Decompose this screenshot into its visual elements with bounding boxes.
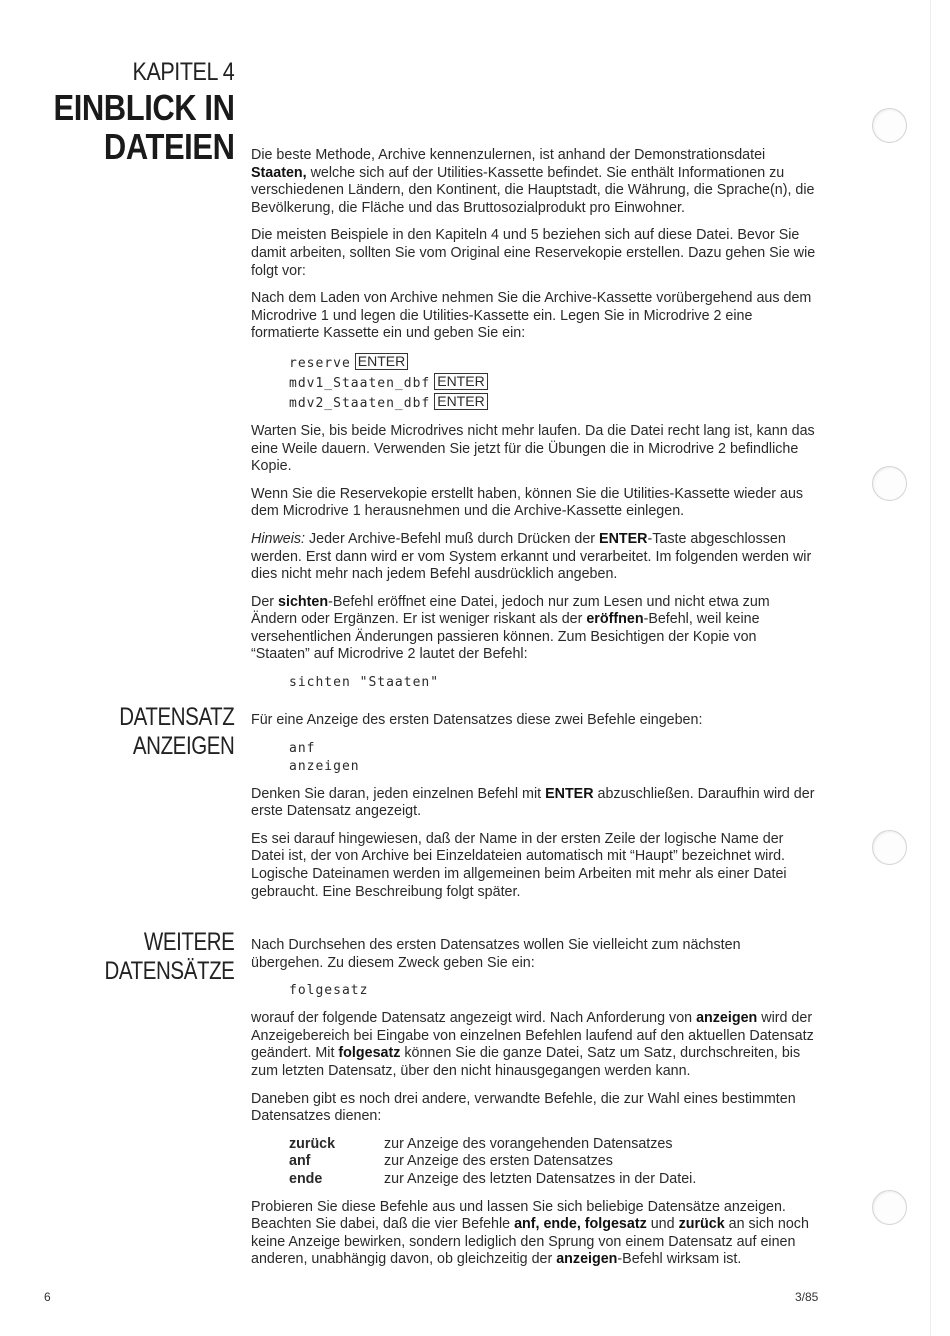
paragraph: Probieren Sie diese Befehle aus und lassen Sie sich beliebige Datensätze anzeigen. Beachten Sie dabei, daß die vier Befehle anf, ende, folgesatz und zurück an sich noch keine Anzeige bewirken, sondern lediglich den Sprung von einem Datensatz auf einen anderen, unabhängig davon, ob gleichzeitig der anzeigen-Befehl wirksam ist. [251, 1198, 809, 1268]
code-block [289, 353, 816, 413]
paragraph: Der sichten-Befehl eröffnet eine Datei, jedoch nur zum Lesen und nicht etwa zum Ändern oder Ergänzen. Er ist weniger riskant als der eröffnen-Befehl, weil keine versehentlichen Änderungen passieren können. Zum Besichtigen der Kopie von “Staaten” auf Microdrive 2 lautet der Befehl: [251, 593, 770, 663]
command-table [289, 1136, 696, 1189]
section-weitere-datensaetze [251, 937, 816, 1279]
section-datensatz-anzeigen [251, 712, 816, 911]
code-line: mdv2_Staaten_dbf ENTER [289, 393, 816, 413]
footer-date: 3/85 [795, 1290, 819, 1304]
code-line: folgesatz [289, 983, 369, 999]
code-line: anf [289, 740, 316, 756]
punch-hole-icon [872, 1190, 907, 1225]
paragraph: Daneben gibt es noch drei andere, verwandte Befehle, die zur Wahl eines bestimmten Datensatzes dienen: [251, 1090, 796, 1125]
heading-line: WEITERE [143, 928, 234, 956]
chapter-title-line2: DATEIEN [103, 126, 235, 167]
chapter-label: KAPITEL 4 [132, 58, 234, 86]
punch-hole-icon [872, 830, 907, 865]
paragraph: Die beste Methode, Archive kennenzulernen, ist anhand der Demonstrationsdatei Staaten, welche sich auf der Utilities-Kassette befindet. Sie enthält Informationen zu verschiedenen Ländern, den Kontinent, die Hauptstadt, die Währung, die Sprache(n), die Bevölkerung, die Fläche und das Bruttosozialprodukt pro Einwohner. [251, 147, 815, 216]
heading-line: DATENSATZ [118, 703, 234, 731]
punch-hole-icon [872, 466, 907, 501]
page-number: 6 [44, 1290, 51, 1304]
heading-datensatz-anzeigen [119, 703, 234, 761]
code-block [289, 674, 816, 692]
table-row: anf zur Anzeige des ersten Datensatzes [289, 1153, 613, 1170]
punch-hole-icon [872, 108, 907, 143]
enter-key: ENTER [355, 353, 408, 370]
paragraph: Nach Durchsehen des ersten Datensatzes wollen Sie vielleicht zum nächsten übergehen. Zu diesem Zweck geben Sie ein: [251, 937, 741, 971]
table-row: ende zur Anzeige des letzten Datensatzes in der Datei. [289, 1170, 697, 1187]
enter-key: ENTER [434, 373, 487, 390]
code-block [289, 740, 816, 776]
code-line: sichten "Staaten" [289, 675, 440, 691]
heading-line: DATENSÄTZE [104, 957, 234, 985]
paragraph: Die meisten Beispiele in den Kapiteln 4 und 5 beziehen sich auf diese Datei. Bevor Sie damit arbeiten, sollten Sie vom Original eine Reservekopie erstellen. Dazu gehen Sie wie folgt vor: [251, 227, 816, 279]
chapter-title-line1: EINBLICK IN [52, 87, 234, 128]
chapter-title [53, 88, 234, 166]
paragraph: Denken Sie daran, jeden einzelnen Befehl mit ENTER abzuschließen. Daraufhin wird der erste Datensatz angezeigt. [251, 785, 815, 820]
heading-weitere-datensaetze [104, 928, 234, 986]
paragraph: Warten Sie, bis beide Microdrives nicht mehr laufen. Da die Datei recht lang ist, kann das eine Weile dauern. Verwenden Sie jetzt für die Übungen die in Microdrive 2 befindliche Kopie. [251, 422, 815, 475]
paragraph: worauf der folgende Datensatz angezeigt wird. Nach Anforderung von anzeigen wird der Anzeigebereich bei Eingabe von einzelnen Befehlen laufend auf den aktuellen Datensatz geändert. Mit folgesatz können Sie die ganze Datei, Satz um Satz, durchschreiten, bis zum letzten Datensatz, über den nicht hinausgegangen werden kann. [251, 1010, 814, 1079]
heading-line: ANZEIGEN [132, 732, 234, 760]
table-row: zurück zur Anzeige des vorangehenden Datensatzes [289, 1135, 673, 1152]
code-line: anzeigen [289, 758, 360, 774]
page-edge-line [930, 0, 931, 1336]
paragraph: Nach dem Laden von Archive nehmen Sie die Archive-Kassette vorübergehend aus dem Microdrive 1 und legen die Utilities-Kassette ein. Legen Sie in Microdrive 2 eine formatierte Kassette ein und geben Sie ein: [251, 290, 812, 342]
code-block [289, 982, 816, 1000]
enter-key: ENTER [434, 393, 487, 410]
paragraph: Es sei darauf hingewiesen, daß der Name in der ersten Zeile der logische Name der Datei ist, der von Archive bei Einzeldateien automatisch mit “Haupt” bezeichnet wird. Logische Dateinamen werden im allgemeinen beim Arbeiten mit mehr als einer Datei gebraucht. Eine Beschreibung folgt später. [251, 830, 787, 900]
paragraph: Hinweis: Jeder Archive-Befehl muß durch Drücken der ENTER-Taste abgeschlossen werden. Erst dann wird er vom System erkannt und verarbeitet. Im folgenden werden wir dies nicht mehr nach jedem Befehl ausdrücklich angeben. [251, 530, 812, 583]
code-line: mdv1_Staaten_dbf ENTER [289, 373, 816, 393]
paragraph: Für eine Anzeige des ersten Datensatzes diese zwei Befehle eingeben: [251, 712, 703, 728]
paragraph: Wenn Sie die Reservekopie erstellt haben, können Sie die Utilities-Kassette wieder aus dem Microdrive 1 herausnehmen und die Archive-Kassette einlegen. [251, 485, 804, 520]
section-intro [251, 147, 816, 702]
code-line: reserve ENTER [289, 353, 816, 373]
